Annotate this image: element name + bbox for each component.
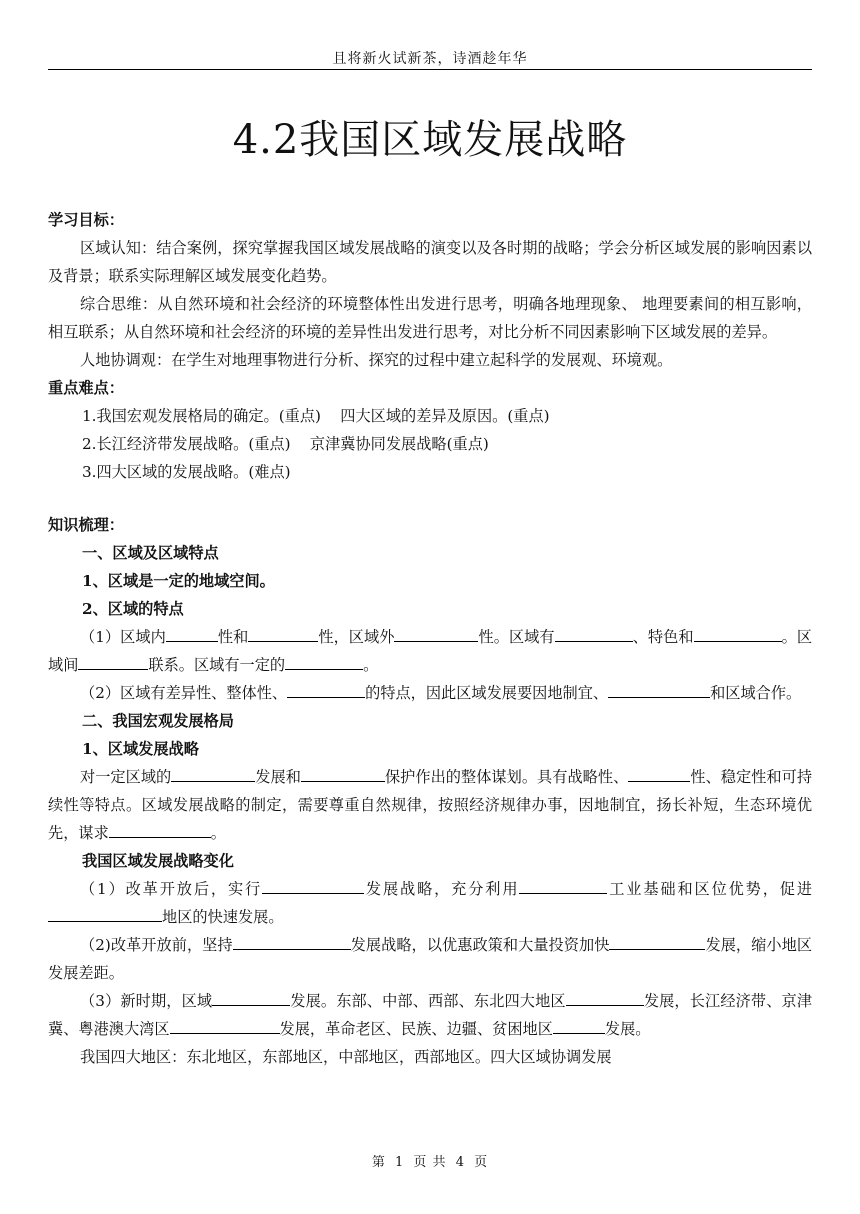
key-point-item: 3.四大区域的发展战略。(难点) [82, 463, 291, 481]
section-title: 一、区域及区域特点 [82, 544, 219, 562]
spacer [48, 486, 812, 511]
key-points-heading: 重点难点： [48, 379, 124, 397]
fill-blank[interactable] [628, 764, 690, 782]
document-body [48, 206, 812, 1071]
fill-blank[interactable] [109, 820, 211, 838]
section-title: 二、我国宏观发展格局 [82, 712, 234, 730]
page-footer [0, 1151, 860, 1170]
fill-blank[interactable] [608, 680, 710, 698]
fill-in-paragraph: （2)改革开放前，坚持 发展战略，以优惠政策和大量投资加快 发展，缩小地区发展差距。 [48, 931, 812, 987]
key-point-item: 1.我国宏观发展格局的确定。(重点) 四大区域的差异及原因。(重点) [82, 407, 550, 425]
fill-in-paragraph: （1）改革开放后，实行 发展战略，充分利用 工业基础和区位优势，促进地区的快速发展。 [48, 875, 812, 931]
subsection-title: 1、区域发展战略 [82, 740, 199, 758]
footer-pre: 第 [371, 1155, 386, 1170]
fill-blank[interactable] [166, 624, 218, 642]
fill-blank[interactable] [171, 764, 255, 782]
objective-item: 综合思维：从自然环境和社会经济的环境整体性出发进行思考，明确各地理现象、 地理要素间的相互影响，相互联系；从自然环境和社会经济的环境的差异性出发进行思考，对比分析不同因素影响下区域发展的差异。 [48, 295, 812, 341]
fill-blank[interactable] [287, 680, 365, 698]
header-rule [48, 69, 812, 70]
footer-post: 页 [474, 1155, 489, 1170]
page-number: 1 [395, 1155, 405, 1170]
page-total: 4 [455, 1155, 465, 1170]
page-header: 且将新火试新茶，诗酒趁年华 [332, 51, 528, 67]
regions-paragraph: 我国四大地区：东北地区，东部地区，中部地区，西部地区。四大区域协调发展 [80, 1048, 612, 1066]
knowledge-heading: 知识梳理： [48, 516, 124, 534]
footer-mid: 页 共 [413, 1155, 447, 1170]
fill-in-paragraph: （1）区域内 性和 性，区域外 性。区域有 、特色和 。区域间 联系。区域有一定的 。 [48, 623, 812, 679]
fill-blank[interactable] [301, 764, 385, 782]
fill-blank[interactable] [555, 624, 633, 642]
fill-blank[interactable] [553, 1016, 605, 1034]
fill-blank[interactable] [248, 624, 318, 642]
fill-blank[interactable] [170, 1016, 280, 1034]
fill-blank[interactable] [78, 652, 148, 670]
objective-item: 人地协调观：在学生对地理事物进行分析、探究的过程中建立起科学的发展观、环境观。 [80, 351, 673, 369]
fill-blank[interactable] [285, 652, 363, 670]
subsection-title: 2、区域的特点 [82, 600, 184, 618]
fill-blank[interactable] [262, 876, 364, 894]
fill-blank[interactable] [233, 932, 351, 950]
fill-blank[interactable] [566, 988, 644, 1006]
fill-in-paragraph: （3）新时期，区域 发展。东部、中部、西部、东北四大地区 发展，长江经济带、京津冀、粤港澳大湾区 发展，革命老区、民族、边疆、贫困地区 发展。 [48, 987, 812, 1043]
fill-blank[interactable] [48, 904, 162, 922]
objectives-heading: 学习目标： [48, 211, 124, 229]
fill-blank[interactable] [609, 932, 705, 950]
subsection-title: 我国区域发展战略变化 [82, 852, 234, 870]
objective-item: 区域认知：结合案例，探究掌握我国区域发展战略的演变以及各时期的战略；学会分析区域发展的影响因素以及背景；联系实际理解区域发展变化趋势。 [48, 239, 812, 285]
fill-blank[interactable] [519, 876, 607, 894]
document-title: 4.2我国区域发展战略 [232, 117, 628, 163]
subsection-title: 1、区域是一定的地域空间。 [82, 572, 275, 590]
key-point-item: 2.长江经济带发展战略。(重点) 京津冀协同发展战略(重点) [82, 435, 489, 453]
fill-blank[interactable] [212, 988, 290, 1006]
fill-in-paragraph: （2）区域有差异性、整体性、 的特点，因此区域发展要因地制宜、 和区域合作。 [48, 679, 812, 707]
fill-blank[interactable] [694, 624, 782, 642]
fill-blank[interactable] [394, 624, 478, 642]
fill-in-paragraph: 对一定区域的 发展和 保护作出的整体谋划。具有战略性、 性、稳定性和可持续性等特点。区域发展战略的制定，需要尊重自然规律，按照经济规律办事，因地制宜，扬长补短，生态环境优先，谋求 。 [48, 763, 812, 847]
